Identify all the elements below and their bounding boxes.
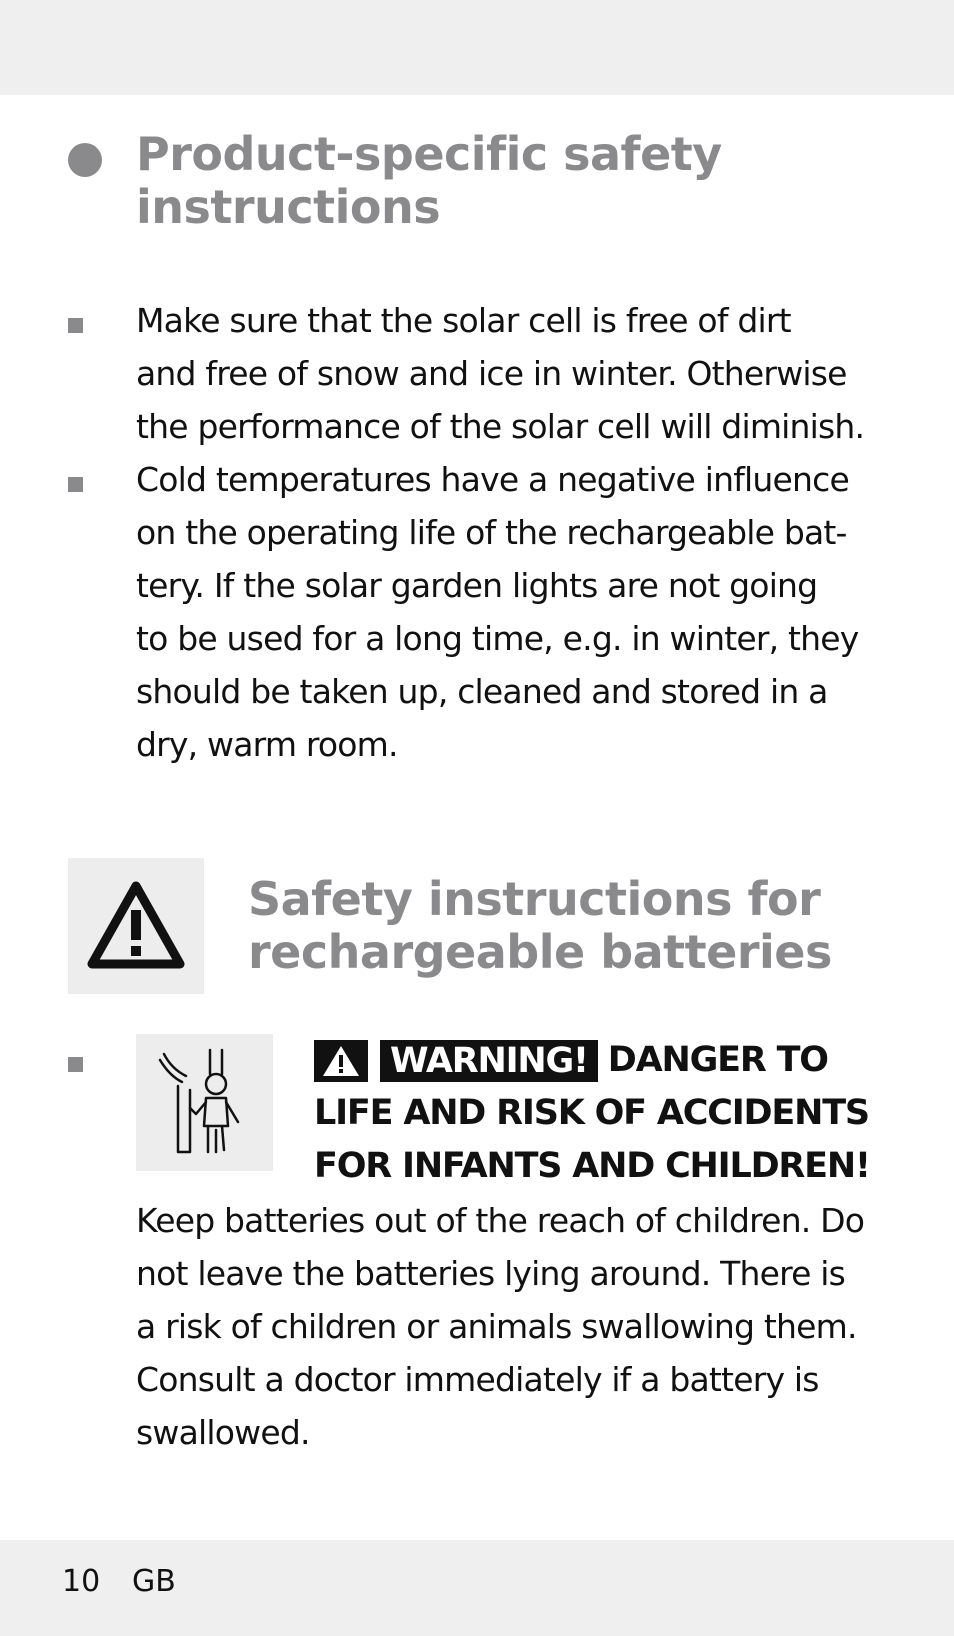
warning-heading-line1 — [314, 1034, 914, 1087]
child-icon-box — [136, 1034, 273, 1171]
list-bullet-3 — [68, 1057, 83, 1072]
section-title-2-line1: Safety instructions for — [248, 872, 821, 926]
warning-triangle-icon — [86, 880, 186, 972]
warning-label: WARNING! — [380, 1040, 598, 1082]
header-band — [0, 0, 954, 95]
section-title-2-line2: rechargeable batteries — [248, 925, 832, 979]
warning-heading-line2: LIFE AND RISK OF ACCIDENTS — [314, 1093, 869, 1133]
warning-heading-rest: DANGER TO — [607, 1040, 828, 1080]
section-title-battery-safety — [248, 873, 928, 979]
warning-heading-line3: FOR INFANTS AND CHILDREN! — [314, 1146, 870, 1186]
list-item-cold-temperatures: Cold temperatures have a negative influence on the operating life of the rechargeable bat- tery. If the solar garden lights are not going to be used for a long time, e.g. in winter, they should be taken up, cleaned and stored in a dry, warm room. — [136, 460, 859, 764]
section-bullet-dot — [68, 143, 102, 177]
list-bullet-1 — [68, 318, 83, 333]
child-safety-icon — [156, 1046, 252, 1158]
warning-triangle-small-icon — [320, 1043, 362, 1079]
section-title-product-safety — [136, 128, 896, 234]
battery-warning-body: Keep batteries out of the reach of children. Do not leave the batteries lying around. There is a risk of children or animals swallowing them. Consult a doctor immediately if a battery is swallowed. — [136, 1201, 865, 1452]
language-code: GB — [132, 1564, 176, 1599]
list-bullet-2 — [68, 477, 83, 492]
section-title-line1: Product-specific safety — [136, 127, 722, 181]
warning-icon-box — [68, 858, 204, 994]
warning-badge — [314, 1040, 368, 1082]
page-number: 10 — [62, 1564, 101, 1599]
section-title-line2: instructions — [136, 180, 441, 234]
list-item-solar-cell: Make sure that the solar cell is free of dirt and free of snow and ice in winter. Otherwise the performance of the solar cell will diminish. — [136, 301, 865, 446]
